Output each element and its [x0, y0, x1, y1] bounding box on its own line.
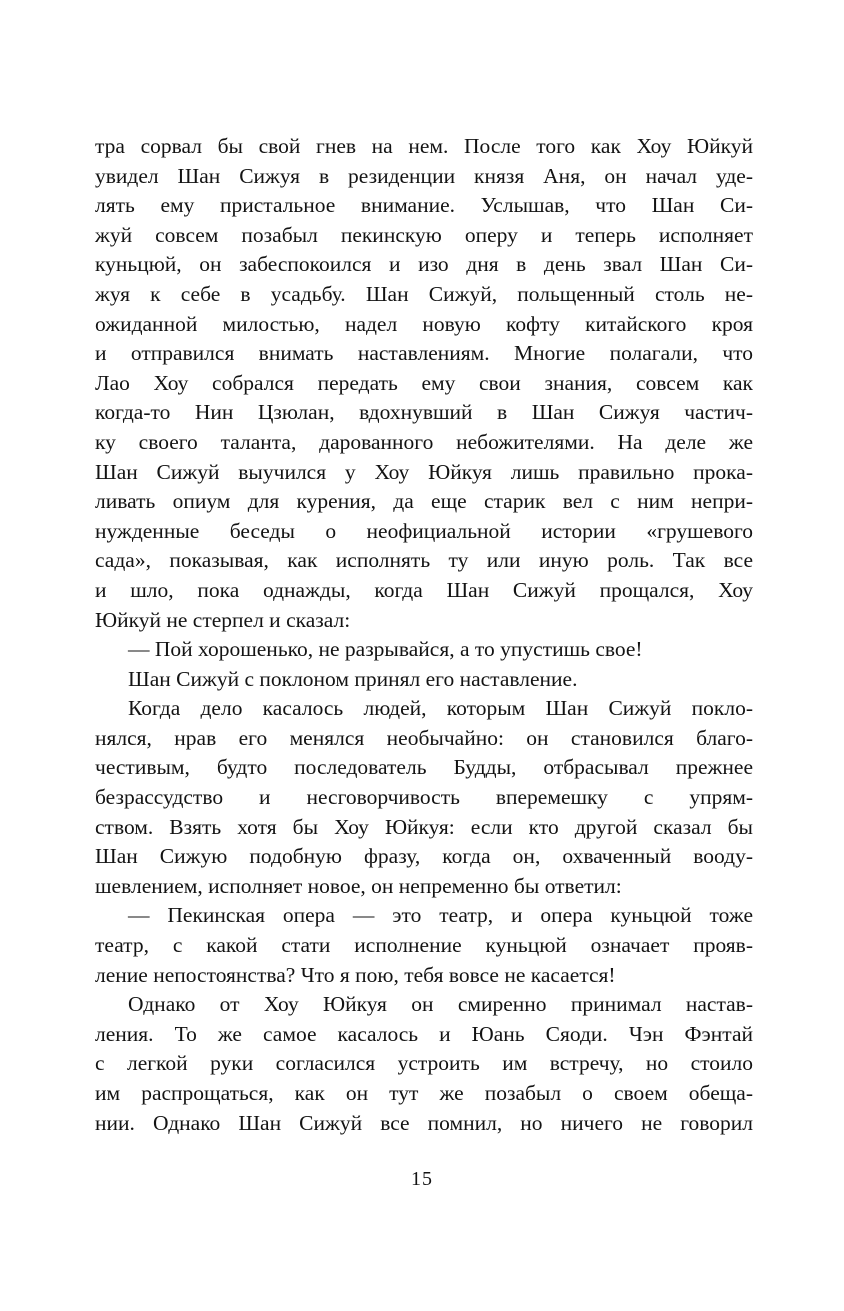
text-line: — Пой хорошенько, не разрывайся, а то упустишь свое!: [128, 637, 643, 662]
text-line: лять ему пристальное внимание. Услышав, что Шан Си-: [95, 193, 753, 218]
text-line: тра сорвал бы свой гнев на нем. После того как Хоу Юйкуй: [95, 134, 753, 158]
text-line: жуя к себе в усадьбу. Шан Сижуй, польщенный столь не-: [95, 281, 753, 306]
text-line: жуй совсем позабыл пекинскую оперу и теперь исполняет: [95, 222, 753, 247]
text-line: нии. Однако Шан Сижуй все помнил, но ничего не говорил: [95, 1110, 753, 1135]
paragraph: [95, 635, 753, 665]
text-line: им распрощаться, как он тут же позабыл о своем обеща-: [95, 1081, 753, 1105]
text-line: шевлением, исполняет новое, он непременно бы ответил:: [95, 873, 622, 898]
text-line: когда-то Нин Цзюлан, вдохнувший в Шан Сижуя частич-: [95, 400, 753, 425]
paragraph: [95, 665, 753, 695]
text-line: увидел Шан Сижуя в резиденции князя Аня, он начал уде-: [95, 163, 753, 188]
text-line: Однако от Хоу Юйкуя он смиренно принимал настав-: [128, 992, 753, 1017]
text-line: Лао Хоу собрался передать ему свои знания, совсем как: [95, 370, 753, 395]
text-line: нужденные беседы о неофициальной истории «грушевого: [95, 518, 753, 543]
text-line: честивым, будто последователь Будды, отбрасывал прежнее: [95, 755, 753, 780]
text-line: Шан Сижуй выучился у Хоу Юйкуя лишь правильно прока-: [95, 459, 753, 484]
text-line: и отправился внимать наставлениям. Многие полагали, что: [95, 341, 753, 366]
paragraph: [95, 901, 753, 990]
text-line: ление непостоянства? Что я пою, тебя вовсе не касается!: [95, 962, 616, 987]
text-line: ством. Взять хотя бы Хоу Юйкуя: если кто другой сказал бы: [95, 814, 753, 839]
text-line: с легкой руки согласился устроить им встречу, но стоило: [95, 1051, 753, 1076]
text-line: ожиданной милостью, надел новую кофту китайского кроя: [95, 311, 753, 336]
paragraph: [95, 132, 753, 635]
text-line: ливать опиум для курения, да еще старик вел с ним непри-: [95, 489, 753, 514]
text-line: театр, с какой стати исполнение куньцюй означает прояв-: [95, 933, 753, 958]
text-line: Когда дело касалось людей, которым Шан Сижуй покло-: [128, 696, 753, 721]
text-line: Шан Сижую подобную фразу, когда он, охваченный вооду-: [95, 844, 753, 869]
text-block: [95, 132, 753, 1138]
text-line: сада», показывая, как исполнять ту или иную роль. Так все: [95, 548, 753, 573]
paragraph: [95, 990, 753, 1138]
text-line: безрассудство и несговорчивость вперемешку с упрям-: [95, 785, 753, 810]
text-line: ку своего таланта, дарованного небожителями. На деле же: [95, 429, 753, 454]
text-line: — Пекинская опера — это театр, и опера куньцюй тоже: [128, 903, 753, 928]
text-line: нялся, нрав его менялся необычайно: он становился благо-: [95, 725, 753, 750]
text-line: куньцюй, он забеспокоился и изо дня в день звал Шан Си-: [95, 252, 753, 277]
paragraph: [95, 694, 753, 901]
text-line: Юйкуй не стерпел и сказал:: [95, 607, 351, 632]
text-line: и шло, пока однажды, когда Шан Сижуй прощался, Хоу: [95, 577, 753, 602]
text-line: ления. То же самое касалось и Юань Сяоди. Чэн Фэнтай: [95, 1021, 753, 1046]
text-line: Шан Сижуй с поклоном принял его наставление.: [128, 666, 578, 691]
page-number: 15: [411, 1168, 433, 1190]
